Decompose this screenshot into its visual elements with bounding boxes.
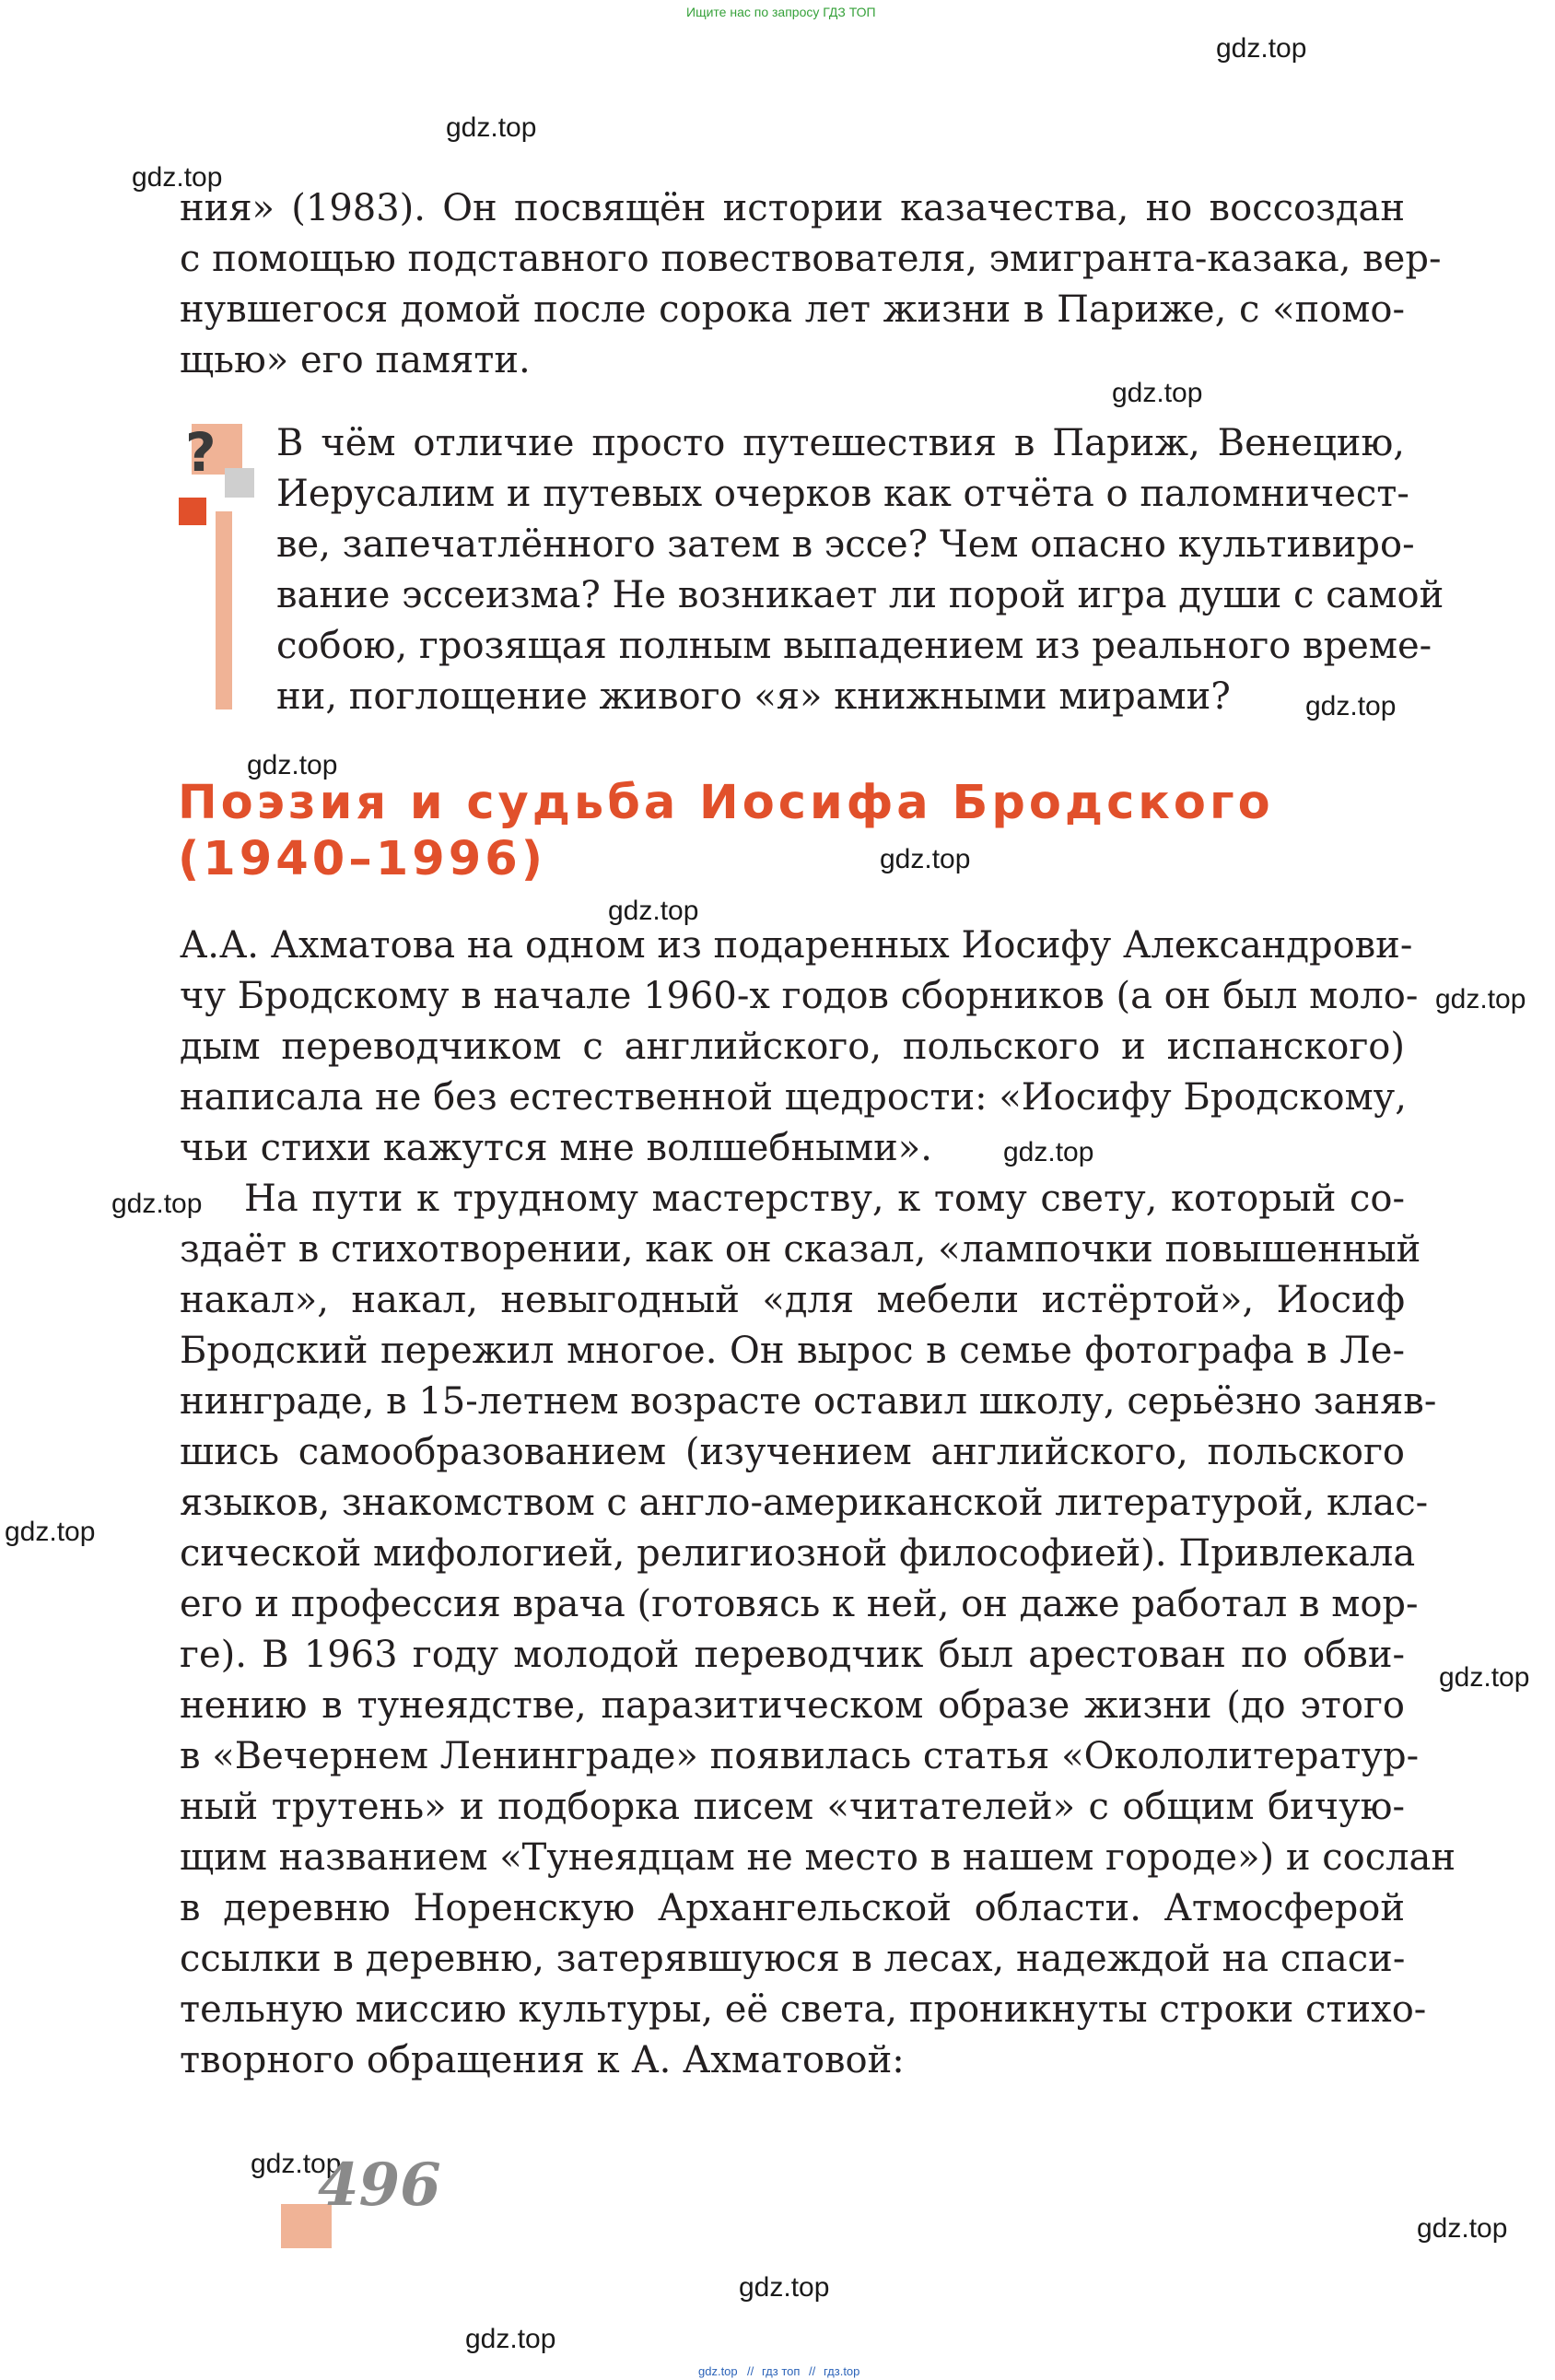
top-banner[interactable]: Ищите нас по запросу ГДЗ ТОП (686, 5, 876, 19)
question-mark-icon: ? (185, 421, 216, 484)
heading-line: Поэзия и судьба Иосифа Бродского (178, 776, 1274, 830)
watermark: gdz.top (1216, 33, 1307, 64)
text-line: ный трутень» и подборка писем «читателей» с общим бичую- (180, 1786, 1405, 1828)
marker-vertical-bar (216, 511, 232, 709)
heading-line: (1940–1996) (178, 832, 547, 886)
watermark: gdz.top (880, 844, 971, 874)
watermark: gdz.top (251, 2149, 342, 2179)
watermark: gdz.top (5, 1517, 96, 1547)
question-line: В чём отличие просто путешествия в Париж, Венецию, (276, 422, 1405, 464)
question-line: вание эссеизма? Не возникает ли порой игра души с самой (276, 574, 1444, 616)
footer-link[interactable]: гдз.top (824, 2364, 860, 2378)
text-line: языков, знакомством с англо-американской литературой, клас- (180, 1482, 1429, 1524)
marker-square-gray (225, 468, 254, 498)
text-line: чьи стихи кажутся мне волшебными». (180, 1127, 932, 1169)
question-line: собою, грозящая полным выпадением из реального време- (276, 625, 1432, 667)
text-line: его и профессия врача (готовясь к ней, он даже работал в мор- (180, 1583, 1419, 1625)
watermark: gdz.top (608, 896, 699, 926)
text-line: щим названием «Тунеядцам не место в нашем городе») и сослан (180, 1836, 1456, 1879)
footer-separator: // (747, 2364, 754, 2378)
watermark: gdz.top (1003, 1137, 1094, 1167)
footer-separator: // (809, 2364, 816, 2378)
marker-square-accent (179, 498, 206, 525)
text-line: ссылки в деревню, затерявшуюся в лесах, надеждой на спаси- (180, 1938, 1406, 1980)
text-line: А.А. Ахматова на одном из подаренных Иосифу Александрови- (180, 924, 1413, 967)
text-line: ге). В 1963 году молодой переводчик был арестован по обви- (180, 1634, 1405, 1676)
text-line: нинграде, в 15-летнем возрасте оставил школу, серьёзно заняв- (180, 1380, 1437, 1423)
text-line: нению в тунеядстве, паразитическом образе жизни (до этого (180, 1684, 1405, 1727)
text-line: ния» (1983). Он посвящён истории казачества, но воссоздан (180, 187, 1405, 229)
text-line: Бродский пережил многое. Он вырос в семье фотографа в Ле- (180, 1330, 1405, 1372)
text-line: дым переводчиком с английского, польского и испанского) (180, 1026, 1405, 1068)
question-line: Иерусалим и путевых очерков как отчёта о паломничест- (276, 473, 1409, 515)
watermark: gdz.top (446, 112, 537, 143)
text-line: здаёт в стихотворении, как он сказал, «лампочки повышенный (180, 1228, 1421, 1271)
watermark: gdz.top (465, 2324, 556, 2354)
text-line: щью» его памяти. (180, 339, 531, 381)
text-line: накал», накал, невыгодный «для мебели истёртой», Иосиф (180, 1279, 1405, 1321)
text-line: творного обращения к А. Ахматовой: (180, 2039, 905, 2081)
text-line: тельную миссию культуры, её света, проникнуты строки стихо- (180, 1988, 1427, 2031)
question-line: ни, поглощение живого «я» книжными мирами? (276, 675, 1231, 718)
page-number: 496 (318, 2151, 441, 2220)
footer-link[interactable]: гдз топ (762, 2364, 801, 2378)
text-line: сической мифологией, религиозной философией). Привлекала (180, 1532, 1416, 1575)
watermark: gdz.top (1305, 691, 1397, 721)
watermark: gdz.top (739, 2272, 830, 2303)
text-line: написала не без естественной щедрости: «Иосифу Бродскому, (180, 1076, 1407, 1119)
text-line: шись самообразованием (изучением английского, польского (180, 1431, 1405, 1473)
watermark: gdz.top (1435, 984, 1526, 1014)
text-line: с помощью подставного повествователя, эмигранта-казака, вер- (180, 238, 1442, 280)
watermark: gdz.top (1439, 1662, 1530, 1693)
text-line: в «Вечернем Ленинграде» появилась статья «Окололитератур- (180, 1735, 1420, 1777)
watermark: gdz.top (1417, 2213, 1508, 2244)
watermark: gdz.top (1112, 378, 1203, 408)
footer-link[interactable]: gdz.top (698, 2364, 738, 2378)
text-line: чу Бродскому в начале 1960-х годов сборников (а он был моло- (180, 975, 1419, 1017)
text-line: в деревню Норенскую Архангельской области. Атмосферой (180, 1887, 1405, 1929)
text-line: На пути к трудному мастерству, к тому свету, который со- (244, 1178, 1405, 1220)
watermark: gdz.top (111, 1189, 203, 1219)
text-line: нувшегося домой после сорока лет жизни в Париже, с «помо- (180, 288, 1405, 331)
watermark: gdz.top (247, 750, 338, 780)
question-line: ве, запечатлённого затем в эссе? Чем опасно культивиро- (276, 523, 1415, 566)
watermark: gdz.top (132, 162, 223, 193)
